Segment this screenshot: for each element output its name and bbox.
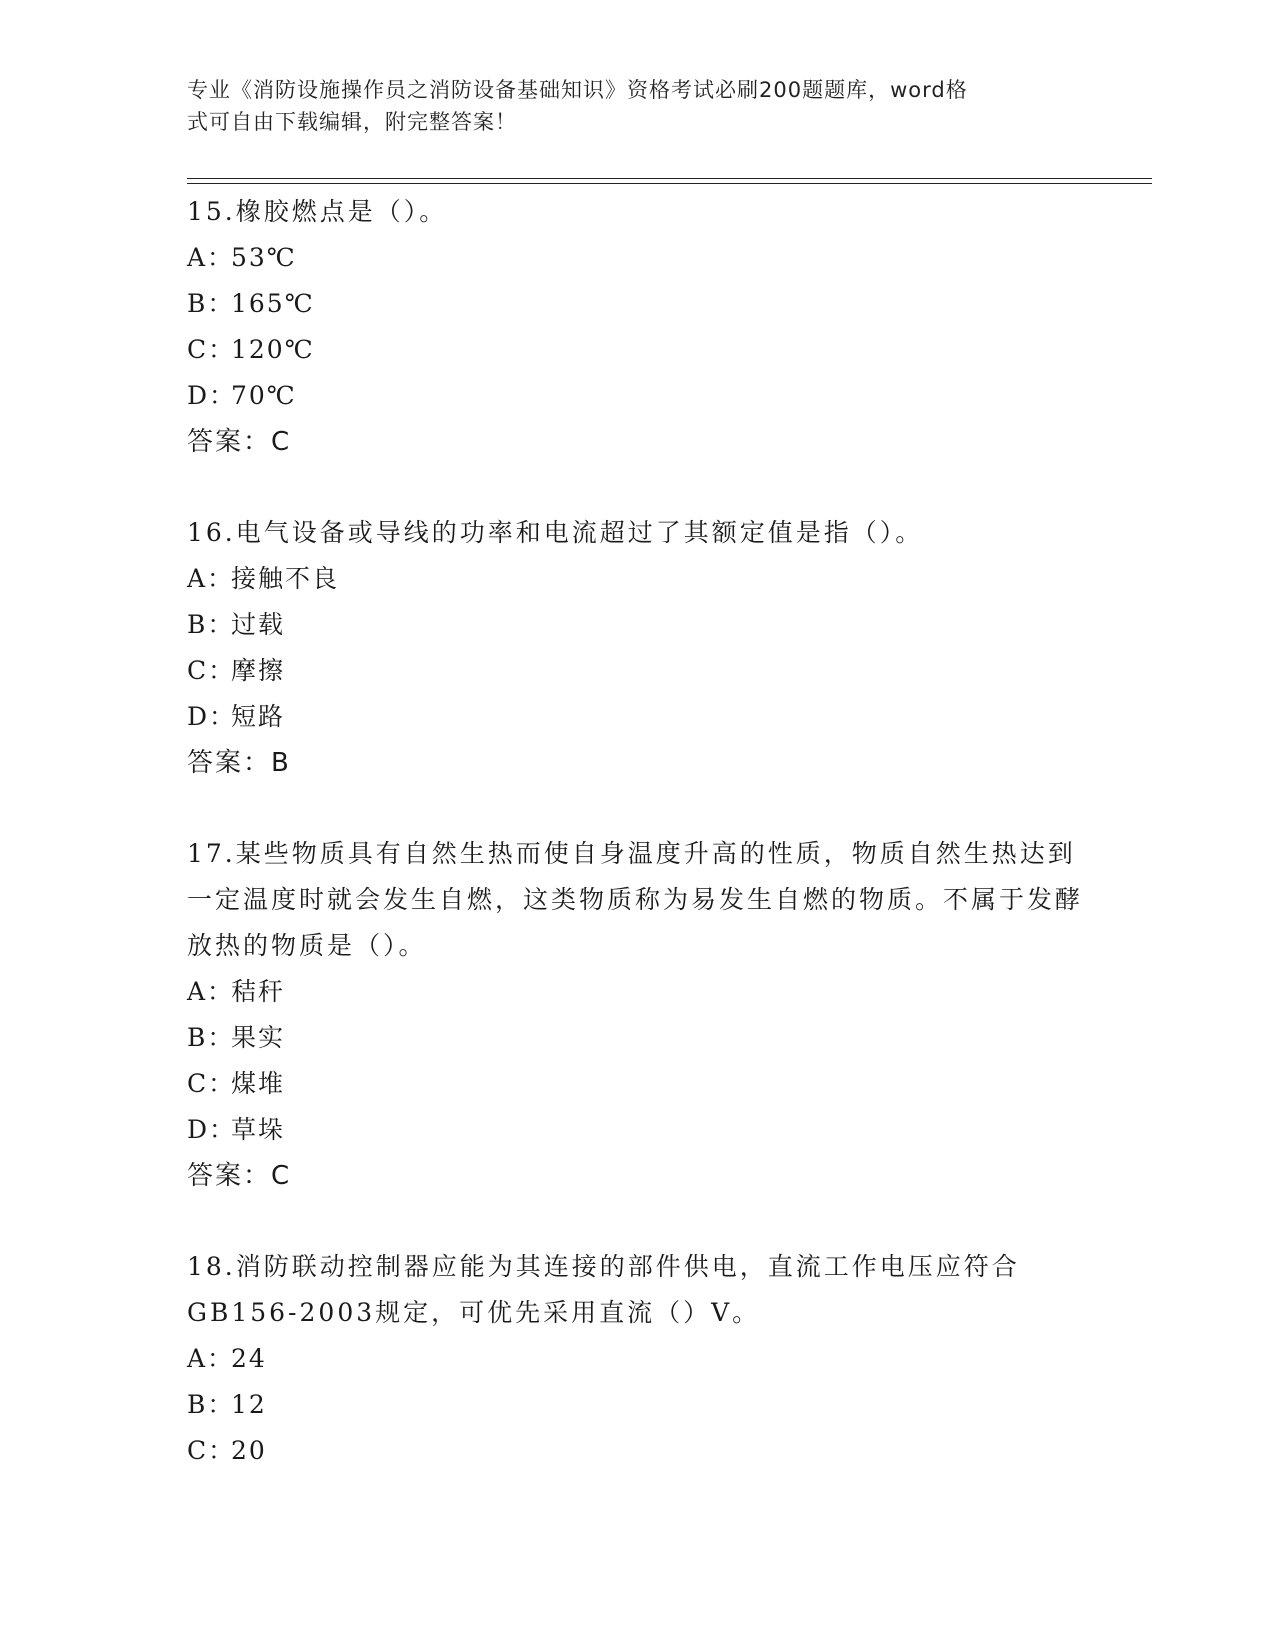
option-text: 煤堆 [231, 1069, 286, 1098]
option-letter: A： [187, 243, 235, 272]
option-text: 70℃ [231, 381, 297, 410]
option-c [187, 648, 1087, 694]
option-text: 24 [231, 1344, 267, 1373]
question-16 [187, 510, 1087, 786]
question-18 [187, 1244, 1087, 1474]
option-b [187, 602, 1087, 648]
option-text: 20 [231, 1436, 267, 1465]
option-d [187, 373, 1087, 419]
option-text: 120℃ [231, 335, 315, 364]
option-letter: B： [187, 610, 235, 639]
document-title-line-2: 式可自由下载编辑，附完整答案！ [187, 110, 517, 134]
option-text: 接触不良 [231, 564, 340, 593]
option-d [187, 694, 1087, 740]
option-b [187, 1382, 1087, 1428]
question-15 [187, 189, 1087, 465]
header-divider-bottom [187, 183, 1152, 184]
answer-text: 答案：C [187, 1161, 292, 1191]
document-title-line-1: 专业《消防设施操作员之消防设备基础知识》资格考试必刷200题题库，word格 [187, 78, 968, 102]
option-text: 摩擦 [231, 656, 286, 685]
option-b [187, 281, 1087, 327]
question-text: 15.橡胶燃点是（）。 [187, 197, 448, 226]
option-letter: B： [187, 1390, 235, 1419]
option-letter: A： [187, 1344, 235, 1373]
question-17 [187, 831, 1087, 1199]
option-letter: C： [187, 335, 236, 364]
option-text: 果实 [231, 1023, 286, 1052]
option-a [187, 556, 1087, 602]
question-text: 18.消防联动控制器应能为其连接的部件供电，直流工作电压应符合GB156-2003规定，可优先采用直流（）V。 [187, 1252, 1020, 1327]
option-d [187, 1107, 1087, 1153]
option-text: 165℃ [231, 289, 315, 318]
option-letter: B： [187, 1023, 235, 1052]
option-a [187, 235, 1087, 281]
option-letter: A： [187, 564, 235, 593]
option-text: 短路 [231, 702, 286, 731]
answer-text: 答案：C [187, 427, 292, 457]
option-c [187, 1061, 1087, 1107]
question-text: 16.电气设备或导线的功率和电流超过了其额定值是指（）。 [187, 518, 924, 547]
option-letter: C： [187, 656, 236, 685]
option-letter: D： [187, 1115, 237, 1144]
header-divider-top [187, 178, 1152, 179]
option-letter: D： [187, 702, 237, 731]
option-letter: C： [187, 1436, 236, 1465]
option-letter: D： [187, 381, 237, 410]
option-text: 12 [231, 1390, 267, 1419]
option-text: 草垛 [231, 1115, 286, 1144]
option-c [187, 1428, 1087, 1474]
option-a [187, 969, 1087, 1015]
option-text: 秸秆 [231, 977, 286, 1006]
option-c [187, 327, 1087, 373]
option-letter: C： [187, 1069, 236, 1098]
option-text: 53℃ [231, 243, 297, 272]
option-b [187, 1015, 1087, 1061]
answer-text: 答案：B [187, 748, 291, 778]
document-header [187, 74, 1067, 138]
option-letter: B： [187, 289, 235, 318]
question-list [187, 189, 1087, 1519]
question-text: 17.某些物质具有自然生热而使自身温度升高的性质，物质自然生热达到一定温度时就会发生自燃，这类物质称为易发生自燃的物质。不属于发酵放热的物质是（）。 [187, 839, 1084, 960]
option-a [187, 1336, 1087, 1382]
option-text: 过载 [231, 610, 286, 639]
option-letter: A： [187, 977, 235, 1006]
